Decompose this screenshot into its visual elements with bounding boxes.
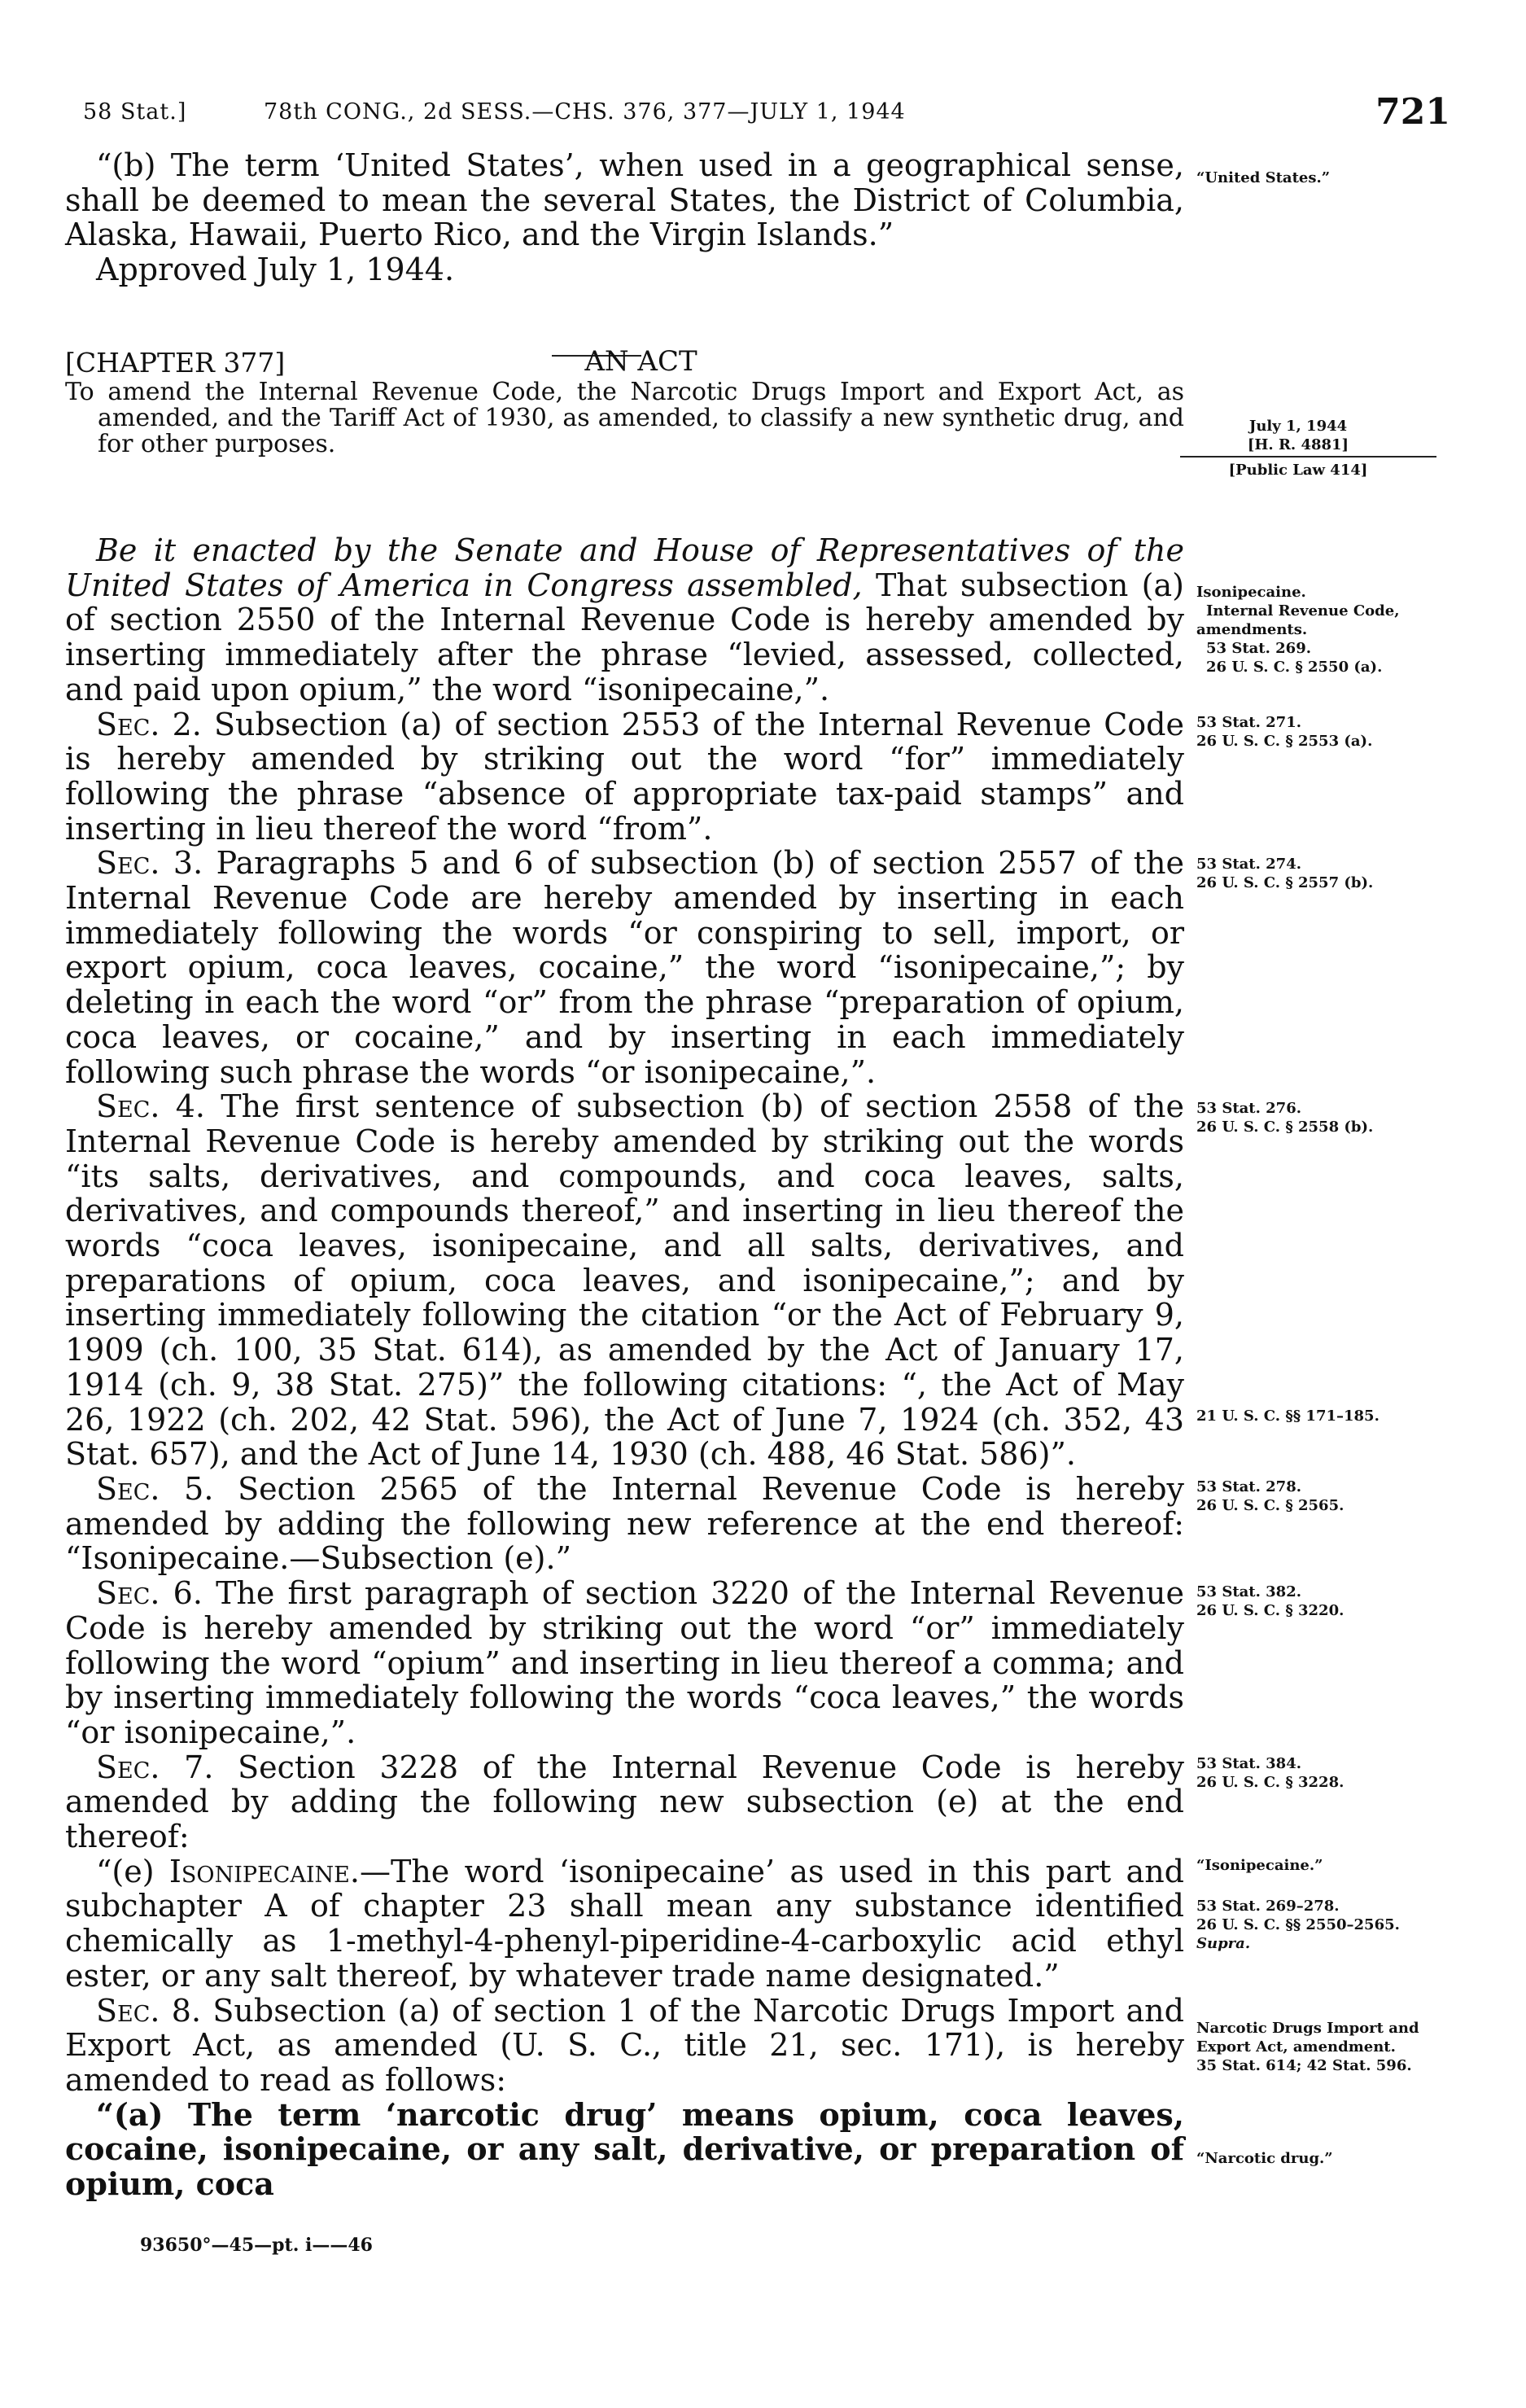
- margin-rule: [1180, 456, 1436, 458]
- margin-text: 26 U. S. C. § 3228.: [1196, 1774, 1345, 1791]
- margin-hr-number: [H. R. 4881]: [1247, 436, 1349, 453]
- margin-text: 53 Stat. 276.: [1196, 1100, 1301, 1117]
- margin-note-isonipecaine-def: “Isonipecaine.”: [1196, 1857, 1323, 1874]
- approved-line: Approved July 1, 1944.: [96, 252, 455, 288]
- margin-date: July 1, 1944: [1248, 418, 1348, 435]
- subsection-e: [65, 1854, 1184, 1994]
- act-purpose: To amend the Internal Revenue Code, the Narcotic Drugs Import and Export Act, as amended, and the Tariff Act of 1930, as amended, to classify a new synthetic drug, and for other purposes.: [65, 378, 1184, 458]
- section-text: Subsection (a) of section 2553 of the Internal Revenue Code is hereby amended by striking out the word “for” immediately following the phrase “absence of appropriate tax-paid stamps” and inserting in lieu thereof the word “from”.: [65, 706, 1184, 847]
- margin-text: 53 Stat. 274.: [1196, 856, 1301, 873]
- margin-text: 53 Stat. 382.: [1196, 1583, 1301, 1600]
- margin-note-sec4: [1196, 1099, 1441, 1136]
- margin-text: Narcotic Drugs Import and Export Act, amendment.: [1196, 2020, 1419, 2056]
- section-text: The first sentence of subsection (b) of section 2558 of the Internal Revenue Code is hereby amended by striking out the words “its salts, derivatives, and compounds, and coca leaves, salts, derivatives, and compounds thereof,” and inserting in lieu thereof the words “coca leaves, isonipecaine, and all salts, derivatives, and preparations of opium, coca leaves, and isonipecaine,”; and by inserting immediately following the citation “or the Act of February 9, 1909 (ch. 100, 35 Stat. 614), as amended by the Act of January 17, 1914 (ch. 9, 38 Stat. 275)” the following citations: “, the Act of May 26, 1922 (ch. 202, 42 Stat. 596), the Act of June 7, 1924 (ch. 352, 43 Stat. 657), and the Act of June 14, 1930 (ch. 488, 46 Stat. 586)”.: [65, 1088, 1184, 1473]
- subsection-text: —The word ‘isonipecaine’ as used in this part and subchapter A of chapter 23 shall mean any substance identified chemically as 1-methyl-4-phenyl-piperidine-4-carboxylic acid ethyl ester, or any salt thereof, by whatever trade name designated.”: [65, 1853, 1184, 1994]
- margin-text: 26 U. S. C. § 2553 (a).: [1196, 733, 1373, 750]
- section-8: [65, 1994, 1184, 2098]
- section-label: Sec. 2.: [96, 706, 202, 742]
- section-label: Sec. 7.: [96, 1749, 214, 1785]
- margin-text: Isonipecaine.: [1196, 584, 1306, 601]
- margin-note-sec7: [1196, 1754, 1441, 1792]
- margin-text: 26 U. S. C. § 2565.: [1196, 1497, 1345, 1514]
- section-text: Section 3228 of the Internal Revenue Code is hereby amended by adding the following new subsection (e) at the end thereof:: [65, 1749, 1184, 1855]
- margin-note-narcotic-act: [1196, 2019, 1441, 2075]
- section-7: [65, 1750, 1184, 1854]
- section-label: Sec. 5.: [96, 1470, 214, 1507]
- section-text: Subsection (a) of section 1 of the Narcotic Drugs Import and Export Act, as amended (U. S. C., title 21, sec. 171), is hereby amended to read as follows:: [65, 1992, 1184, 2098]
- paragraph-a-definition: “(a) The term ‘narcotic drug’ means opium, coca leaves, cocaine, isonipecaine, or any salt, derivative, or preparation of opium, coca: [65, 2095, 1184, 2203]
- section-label: Sec. 3.: [96, 845, 203, 882]
- section-4: [65, 1089, 1184, 1472]
- intro-block: [65, 148, 1184, 287]
- section-6: [65, 1576, 1184, 1750]
- margin-note-usc-171: 21 U. S. C. §§ 171–185.: [1196, 1408, 1380, 1425]
- margin-note-narcotic-drug: “Narcotic drug.”: [1196, 2150, 1333, 2167]
- section-2: [65, 707, 1184, 847]
- section-label: Sec. 6.: [96, 1575, 203, 1612]
- section-text: Paragraphs 5 and 6 of subsection (b) of section 2557 of the Internal Revenue Code are hereby amended by inserting in each immediately following the words “or conspiring to sell, import, or export opium, coca leaves, cocaine,” the word “isonipecaine,”; by deleting in each the word “or” from the phrase “preparation of opium, coca leaves, or cocaine,” and by inserting in each immediately following such phrase the words “or isonipecaine,”.: [65, 845, 1184, 1090]
- print-footer: 93650°—45—pt. i——46: [140, 2235, 373, 2256]
- enacting-clause: [65, 533, 1184, 707]
- margin-text: 53 Stat. 269–278.: [1196, 1898, 1340, 1915]
- margin-text: 53 Stat. 271.: [1196, 714, 1301, 731]
- subsection-prefix: “(e): [96, 1853, 169, 1889]
- margin-text: Internal Revenue Code, amendments.: [1196, 602, 1400, 638]
- margin-note-united-states: “United States.”: [1196, 169, 1331, 186]
- paragraph-b-definition: “(b) The term ‘United States’, when used in a geographical sense, shall be deemed to mean the several States, the District of Columbia, Alaska, Hawaii, Puerto Rico, and the Virgin Islands.”: [65, 147, 1184, 253]
- subsection-caption: Isonipecaine.: [168, 1853, 360, 1889]
- section-label: Sec. 4.: [96, 1088, 205, 1125]
- margin-text: 35 Stat. 614; 42 Stat. 596.: [1196, 2057, 1412, 2074]
- margin-note-sec2: [1196, 713, 1441, 751]
- section-5: [65, 1472, 1184, 1576]
- margin-text: 26 U. S. C. §§ 2550–2565.: [1196, 1916, 1400, 1933]
- margin-note-sec6: [1196, 1583, 1441, 1620]
- margin-note-sec5: [1196, 1478, 1441, 1515]
- chapter-label: [CHAPTER 377]: [65, 347, 286, 379]
- enacting-text: That subsection (a) of section 2550 of the Internal Revenue Code is hereby amended by inserting immediately after the phrase “levied, assessed, collected, and paid upon opium,” the word “isonipecaine,”.: [65, 567, 1184, 707]
- margin-note-isonipecaine: [1196, 583, 1441, 676]
- enacting-formula: Be it enacted by the Senate and House of Representatives of the United States of America in Congress assembled,: [65, 532, 1184, 603]
- act-body: [65, 533, 1184, 2202]
- margin-text: 53 Stat. 278.: [1196, 1478, 1301, 1495]
- section-3: [65, 846, 1184, 1089]
- page-header: [83, 91, 1450, 140]
- margin-text: 53 Stat. 269.: [1206, 640, 1311, 657]
- volume-citation: 58 Stat.]: [83, 99, 187, 125]
- act-title: AN ACT: [584, 345, 697, 378]
- margin-text: Supra.: [1196, 1935, 1251, 1952]
- margin-text: 53 Stat. 384.: [1196, 1755, 1301, 1772]
- session-citation: 78th CONG., 2d SESS.—CHS. 376, 377—JULY 1, 1944: [264, 99, 906, 125]
- margin-public-law: [Public Law 414]: [1228, 462, 1368, 479]
- margin-text: 26 U. S. C. § 2557 (b).: [1196, 874, 1374, 891]
- section-text: The first paragraph of section 3220 of the Internal Revenue Code is hereby amended by striking out the word “or” immediately following the word “opium” and inserting in lieu thereof a comma; and by inserting immediately following the words “coca leaves,” the words “or isonipecaine,”.: [65, 1575, 1184, 1750]
- chapter-heading: [65, 345, 1184, 458]
- section-label: Sec. 8.: [96, 1992, 202, 2029]
- margin-text: 26 U. S. C. § 2558 (b).: [1196, 1119, 1374, 1136]
- margin-note-stat-range: [1196, 1897, 1441, 1953]
- section-text: Section 2565 of the Internal Revenue Code is hereby amended by adding the following new reference at the end thereof: “Isonipecaine.—Subsection (e).”: [65, 1470, 1184, 1577]
- margin-text: 26 U. S. C. § 2550 (a).: [1206, 659, 1383, 676]
- margin-note-sec3: [1196, 855, 1441, 892]
- page-number: 721: [1375, 91, 1450, 133]
- margin-text: 26 U. S. C. § 3220.: [1196, 1602, 1345, 1619]
